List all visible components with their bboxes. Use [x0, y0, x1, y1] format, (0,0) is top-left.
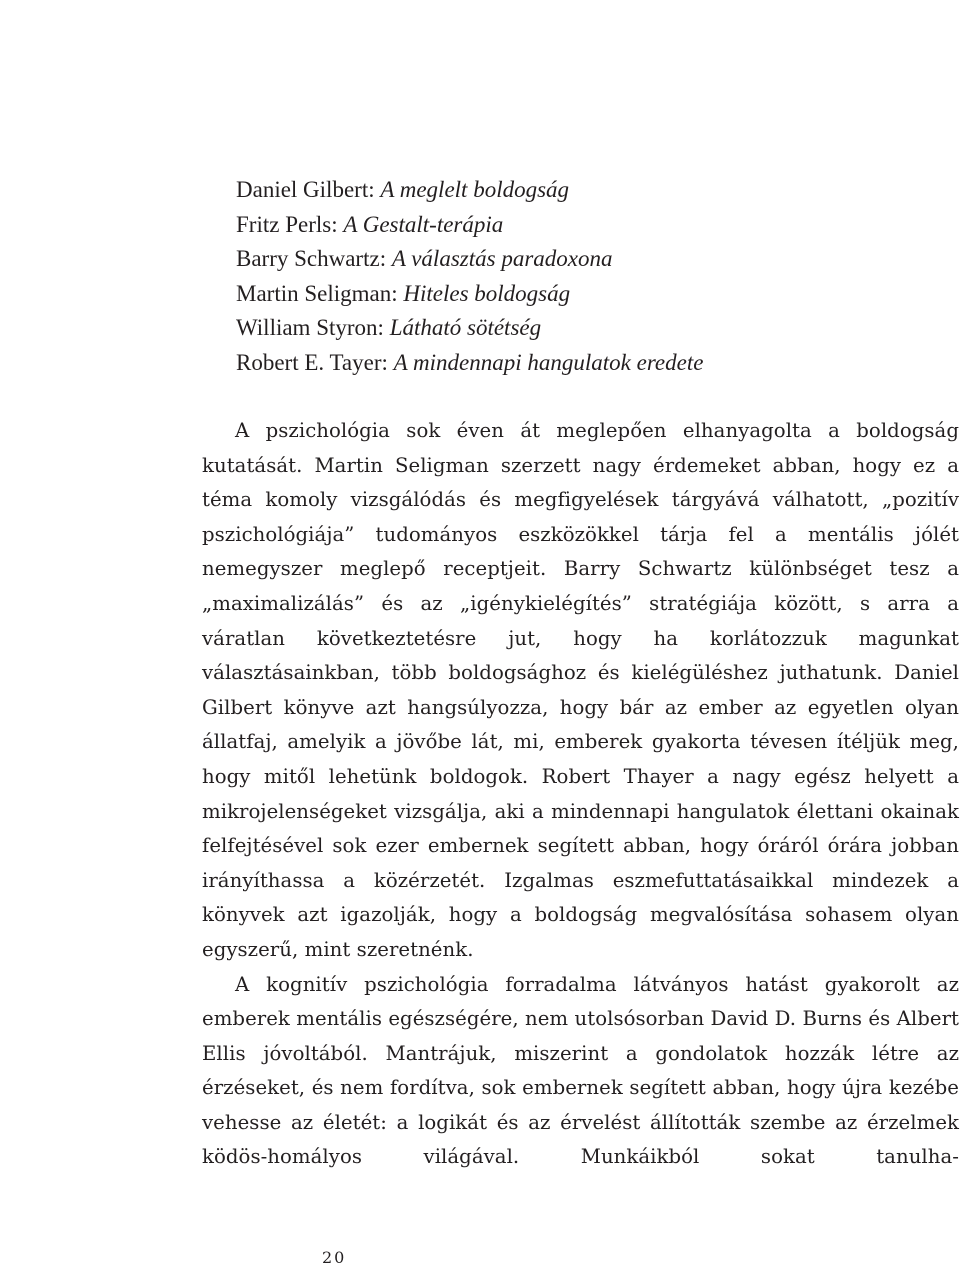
- body-text: [202, 414, 959, 1175]
- reference-title: A Gestalt-terápia: [343, 211, 504, 237]
- reference-item: [236, 277, 936, 312]
- paragraph: A kognitív pszichológia forradalma látványos hatást gyakorolt az emberek mentális egészségére, nem utolsósorban David D. Burns és Albert Ellis jóvoltából. Mantrájuk, miszerint a gondolatok hozzák létre az érzéseket, és nem fordítva, sok embernek segített abban, hogy újra kezébe vehesse az életét: a logikát és az érvelést állították szembe az érzelmek ködös-homályos világával. Munkáikból sokat tanulha-: [202, 972, 959, 1169]
- reference-title: A mindennapi hangulatok eredete: [393, 349, 704, 375]
- reference-item: [236, 208, 936, 243]
- reference-author: Martin Seligman:: [236, 280, 404, 306]
- reference-list: [236, 173, 936, 381]
- reference-item: [236, 242, 936, 277]
- reference-author: Daniel Gilbert:: [236, 177, 381, 202]
- reference-author: Fritz Perls:: [236, 211, 344, 237]
- reference-title: A választás paradoxona: [391, 246, 613, 272]
- reference-item: [236, 311, 936, 346]
- reference-title: Hiteles boldogság: [403, 280, 571, 306]
- reference-title: Látható sötétség: [389, 315, 542, 341]
- reference-item: [236, 346, 936, 381]
- reference-author: Barry Schwartz:: [236, 246, 392, 272]
- reference-author: Robert E. Tayer:: [236, 349, 394, 375]
- reference-author: William Styron:: [236, 315, 390, 341]
- reference-item: [236, 173, 936, 208]
- reference-title: A meglelt boldogság: [380, 177, 570, 202]
- paragraph: A pszichológia sok éven át meglepően elhanyagolta a boldogság kutatását. Martin Seligman szerzett nagy érdemeket abban, hogy ez a téma komoly vizsgálódás és megfigyelések tárgyává válhatott, „pozitív pszichológiája” tudományos eszközökkel tárja fel a mentális jólét nemegyszer meglepő receptjeit. Barry Schwartz különbséget tesz a „maximalizálás” és az „igénykielégítés” stratégiája között, s arra a váratlan következtetésre jut, hogy ha korlátozzuk magunkat választásainkban, több boldogsághoz és kielégüléshez juthatunk. Daniel Gilbert könyve azt hangsúlyozza, hogy bár az ember az egyetlen olyan állatfaj, amelyik a jövőbe lát, mi, emberek gyakorta tévesen ítéljük meg, hogy mitől lehetünk boldogok. Robert Thayer a nagy egész helyett a mikrojelenségeket vizsgálja, aki a mindennapi hangulatok élettani okainak felfejtésével sok ezer embernek segített abban, hogy óráról órára jobban irányíthassa a közérzetét. Izgalmas eszmefuttatásaikkal mindezek a könyvek azt igazolják, hogy a boldogság megvalósítása sohasem olyan egyszerű, mint szeretnénk.: [202, 419, 959, 961]
- page-number: 20: [322, 1248, 347, 1267]
